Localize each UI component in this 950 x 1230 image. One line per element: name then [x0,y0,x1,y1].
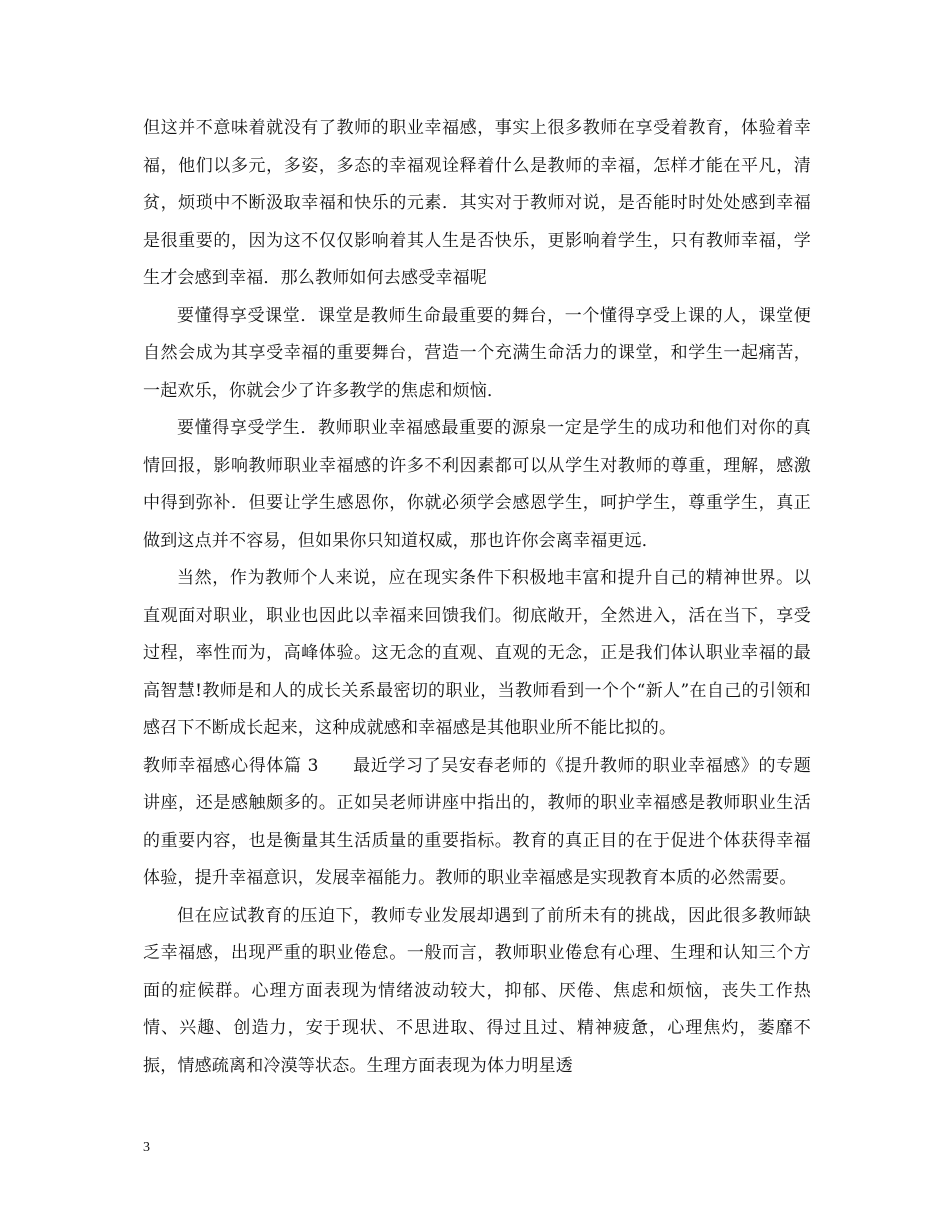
section-text: 最近学习了吴安春老师的《提升教师的职业幸福感》的专题讲座，还是感触颇多的。正如吴老师讲座中指出的，教师的职业幸福感是教师职业生活的重要内容，也是衡量其生活质量的重要指标。教育的真正目的在于促进个体获得幸福体验，提升幸福意识，发展幸福能力。教师的职业幸福感是实现教育本质的必然需要。 [143,755,812,888]
document-body [143,110,811,1085]
paragraph-4: 当然，作为教师个人来说，应在现实条件下积极地丰富和提升自己的精神世界。以直观面对职业，职业也因此以幸福来回馈我们。彻底敞开，全然进入，活在当下，享受过程，率性而为，高峰体验。这无念的直观、直观的无念，正是我们体认职业幸福的最高智慧!教师是和人的成长关系最密切的职业，当教师看到一个个“新人”在自己的引领和感召下不断成长起来，这种成就感和幸福感是其他职业所不能比拟的。 [143,568,811,738]
section-paragraph [143,748,811,898]
page-number: 3 [143,1140,150,1155]
paragraph-3: 要懂得享受学生．教师职业幸福感最重要的源泉一定是学生的成功和他们对你的真情回报，影响教师职业幸福感的许多不利因素都可以从学生对教师的尊重，理解，感激中得到弥补．但要让学生感恩你，你就必须学会感恩学生，呵护学生，尊重学生，真正做到这点并不容易，但如果你只知道权威，那也许你会离幸福更远． [143,418,811,551]
section-heading: 教师幸福感心得体篇 3 [143,755,319,776]
paragraph-closing: 但在应试教育的压迫下，教师专业发展却遇到了前所未有的挑战，因此很多教师缺乏幸福感，出现严重的职业倦怠。一般而言，教师职业倦怠有心理、生理和认知三个方面的症候群。心理方面表现为情绪波动较大，抑郁、厌倦、焦虑和烦恼，丧失工作热情、兴趣、创造力，安于现状、不思进取、得过且过、精神疲惫，心理焦灼，萎靡不振，情感疏离和冷漠等状态。生理方面表现为体力明星透 [143,905,811,1076]
paragraph-1: 但这并不意味着就没有了教师的职业幸福感，事实上很多教师在享受着教育，体验着幸福，他们以多元，多姿，多态的幸福观诠释着什么是教师的幸福，怎样才能在平凡，清贫，烦琐中不断汲取幸福和快乐的元素．其实对于教师对说，是否能时时处处感到幸福是很重要的，因为这不仅仅影响着其人生是否快乐，更影响着学生，只有教师幸福，学生才会感到幸福．那么教师如何去感受幸福呢 [143,118,811,288]
paragraph-2: 要懂得享受课堂．课堂是教师生命最重要的舞台，一个懂得享受上课的人，课堂便自然会成为其享受幸福的重要舞台，营造一个充满生命活力的课堂，和学生一起痛苦，一起欢乐，你就会少了许多教学的焦虑和烦恼． [143,305,811,401]
